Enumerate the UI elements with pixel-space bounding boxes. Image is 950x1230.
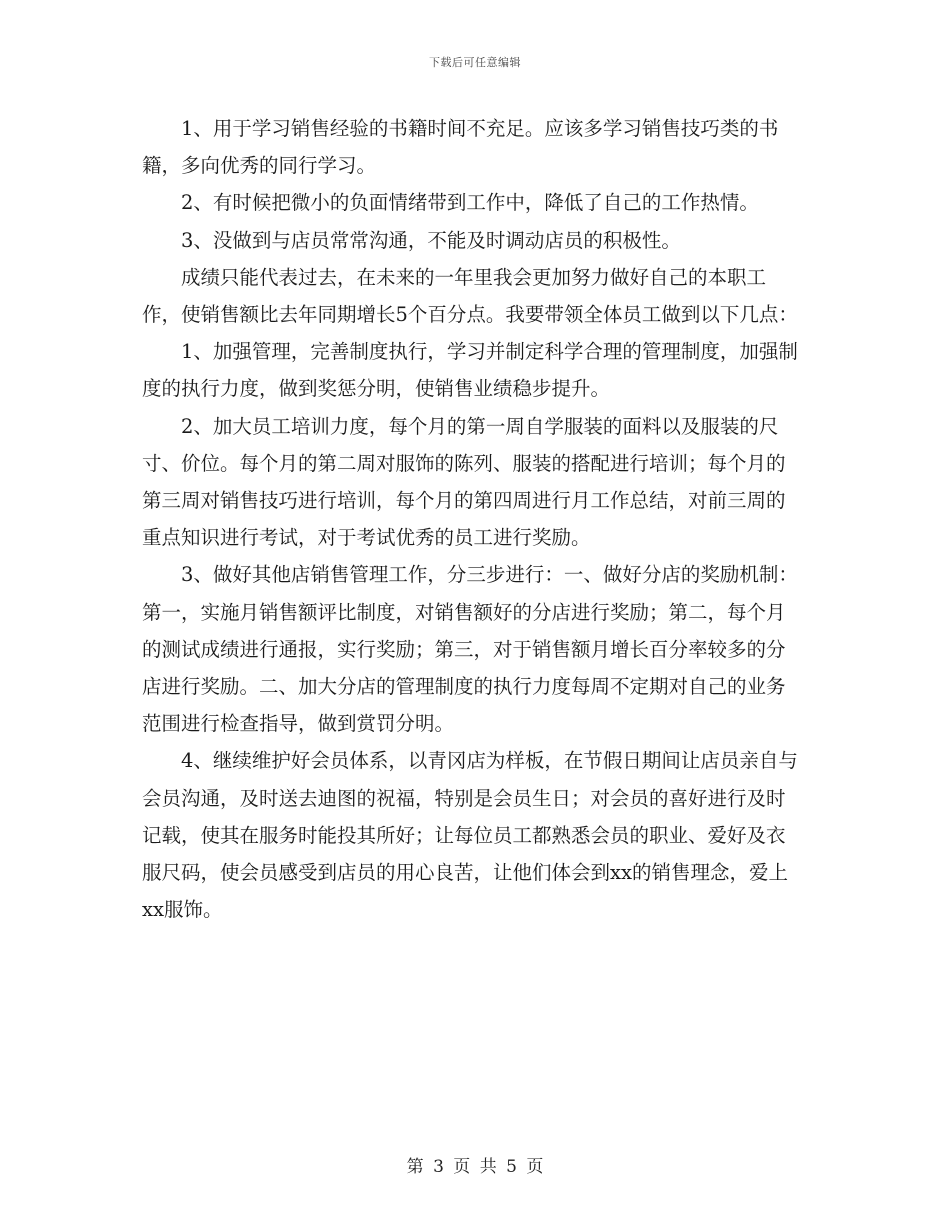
paragraph-weakness-3: 3、没做到与店员常常沟通，不能及时调动店员的积极性。 bbox=[181, 228, 681, 252]
paragraph-plan-4: 4、继续维护好会员体系，以青冈店为样板，在节假日期间让店员亲自与会员沟通，及时送去迪图的祝福，特别是会员生日；对会员的喜好进行及时记载，使其在服务时能投其所好；让每位员工都熟悉会员的职业、爱好及衣服尺码，使会员感受到店员的用心良苦，让他们体会到xx的销售理念，爱上xx服饰。 bbox=[142, 749, 798, 922]
paragraph-plan-1: 1、加强管理，完善制度执行，学习并制定科学合理的管理制度，加强制度的执行力度，做到奖惩分明，使销售业绩稳步提升。 bbox=[142, 340, 798, 401]
paragraph-weakness-1: 1、用于学习销售经验的书籍时间不充足。应该多学习销售技巧类的书籍，多向优秀的同行学习。 bbox=[142, 117, 779, 178]
page-header-note: 下载后可任意编辑 bbox=[429, 56, 521, 69]
paragraph-plan-intro: 成绩只能代表过去，在未来的一年里我会更加努力做好自己的本职工作，使销售额比去年同期增长5个百分点。我要带领全体员工做到以下几点： bbox=[142, 265, 798, 327]
paragraph-plan-2: 2、加大员工培训力度，每个月的第一周自学服装的面料以及服装的尺寸、价位。每个月的第二周对服饰的陈列、服装的搭配进行培训；每个月的第三周对销售技巧进行培训，每个月的第四周进行月工作总结，对前三周的重点知识进行考试，对于考试优秀的员工进行奖励。 bbox=[142, 414, 786, 550]
document-body bbox=[142, 110, 832, 928]
page-number-footer: 第 3 页 共 5 页 bbox=[406, 1157, 544, 1177]
paragraph-plan-3: 3、做好其他店销售管理工作，分三步进行：一、做好分店的奖励机制：第一，实施月销售额评比制度，对销售额好的分店进行奖励；第二，每个月的测试成绩进行通报，实行奖励；第三，对于销售额月增长百分率较多的分店进行奖励。二、加大分店的管理制度的执行力度每周不定期对自己的业务范围进行检查指导，做到赏罚分明。 bbox=[142, 563, 798, 736]
paragraph-weakness-2: 2、有时候把微小的负面情绪带到工作中，降低了自己的工作热情。 bbox=[181, 191, 759, 215]
